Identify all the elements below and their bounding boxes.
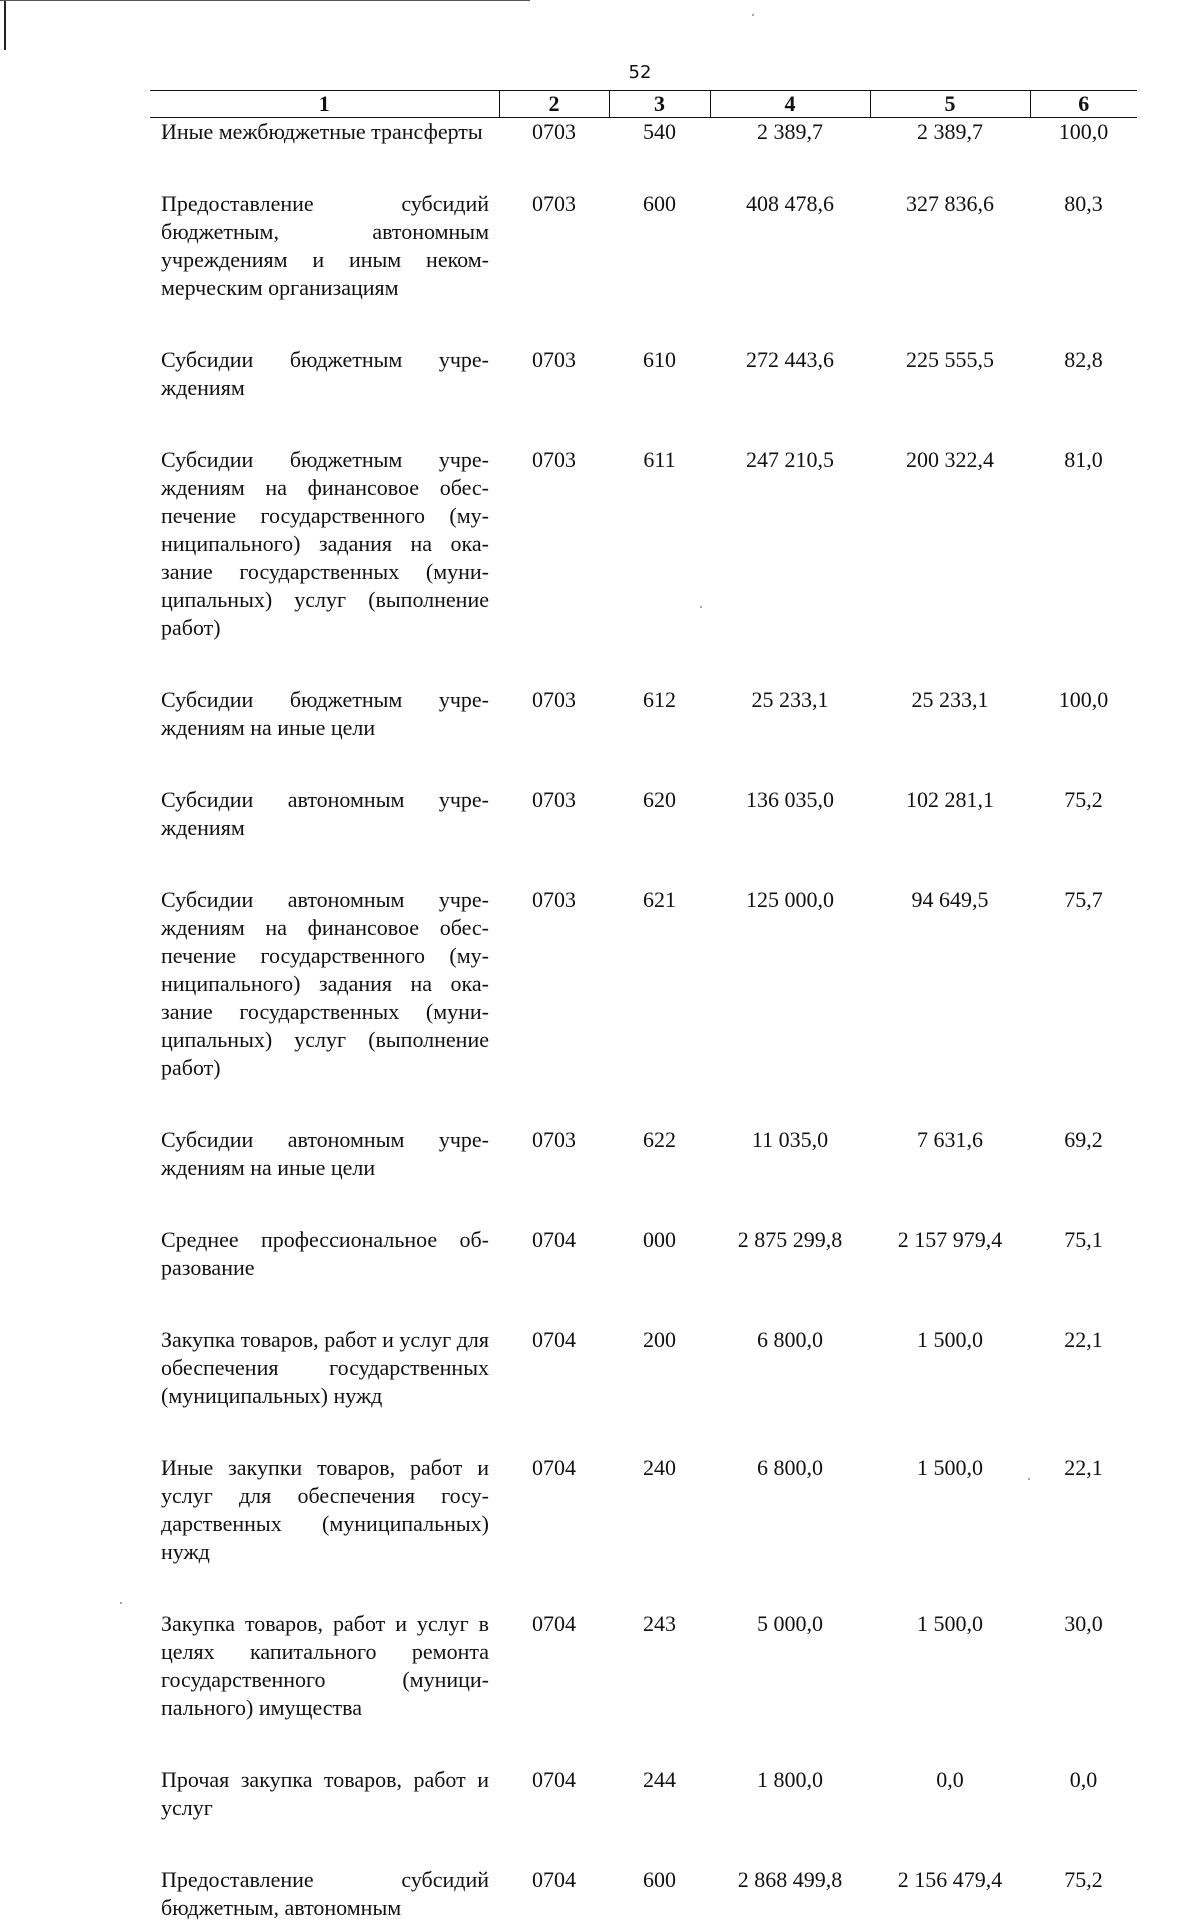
executed-amount-cell: 225 555,5 (870, 346, 1030, 446)
item-name-cell: Субсидии автономным учреждениям на иные цели (150, 1126, 499, 1226)
table-row (150, 446, 1137, 686)
section-code-cell: 0703 (499, 786, 609, 886)
expense-type-cell: 610 (609, 346, 710, 446)
item-name-cell: Иные межбюджетные трансферты (150, 118, 499, 191)
planned-amount-cell: 125 000,0 (710, 886, 870, 1126)
planned-amount-cell: 6 800,0 (710, 1454, 870, 1610)
execution-percent-cell: 75,7 (1030, 886, 1137, 1126)
expense-type-cell: 621 (609, 886, 710, 1126)
expense-type-cell: 611 (609, 446, 710, 686)
column-header: 5 (870, 91, 1030, 118)
expense-type-cell: 540 (609, 118, 710, 191)
scan-speck (1028, 1478, 1030, 1480)
column-header: 6 (1030, 91, 1137, 118)
column-header: 4 (710, 91, 870, 118)
item-name-cell: Иные закупки товаров, работ и услуг для обеспечения государственных (муниципальных) нужд (150, 1454, 499, 1610)
expense-type-cell: 622 (609, 1126, 710, 1226)
execution-percent-cell: 0,0 (1030, 1766, 1137, 1866)
executed-amount-cell: 2 156 479,4 (870, 1866, 1030, 1922)
planned-amount-cell: 2 868 499,8 (710, 1866, 870, 1922)
item-name-cell: Субсидии бюджетным учреждениям на иные цели (150, 686, 499, 786)
scan-speck (700, 606, 702, 608)
expense-type-cell: 244 (609, 1766, 710, 1866)
item-name-cell: Субсидии бюджетным учреждениям (150, 346, 499, 446)
table-row (150, 1326, 1137, 1454)
scan-speck (120, 1602, 122, 1604)
planned-amount-cell: 136 035,0 (710, 786, 870, 886)
column-header: 3 (609, 91, 710, 118)
expense-type-cell: 200 (609, 1326, 710, 1454)
executed-amount-cell: 200 322,4 (870, 446, 1030, 686)
execution-percent-cell: 75,1 (1030, 1226, 1137, 1326)
executed-amount-cell: 1 500,0 (870, 1610, 1030, 1766)
section-code-cell: 0704 (499, 1226, 609, 1326)
expense-type-cell: 612 (609, 686, 710, 786)
execution-percent-cell: 75,2 (1030, 1866, 1137, 1922)
item-name-cell: Предоставление субсидий бюджетным, автономным учреждениям и иным некоммерческим организациям (150, 190, 499, 346)
execution-percent-cell: 100,0 (1030, 118, 1137, 191)
section-code-cell: 0704 (499, 1454, 609, 1610)
item-name-cell: Предоставление субсидий бюджетным, автономным (150, 1866, 499, 1922)
header-row (150, 91, 1137, 118)
table-body (150, 118, 1137, 1922)
section-code-cell: 0703 (499, 446, 609, 686)
execution-percent-cell: 80,3 (1030, 190, 1137, 346)
executed-amount-cell: 25 233,1 (870, 686, 1030, 786)
page-number: 52 (0, 62, 1200, 83)
section-code-cell: 0703 (499, 886, 609, 1126)
section-code-cell: 0704 (499, 1766, 609, 1866)
table-row (150, 1866, 1137, 1922)
executed-amount-cell: 327 836,6 (870, 190, 1030, 346)
executed-amount-cell: 102 281,1 (870, 786, 1030, 886)
item-name-cell: Субсидии автономным учреждениям на финансовое обеспечение государственного (муниципального) задания на оказание государственных (муниципальных) услуг (выполнение работ) (150, 886, 499, 1126)
execution-percent-cell: 22,1 (1030, 1326, 1137, 1454)
expense-type-cell: 000 (609, 1226, 710, 1326)
section-code-cell: 0703 (499, 190, 609, 346)
section-code-cell: 0703 (499, 1126, 609, 1226)
planned-amount-cell: 25 233,1 (710, 686, 870, 786)
planned-amount-cell: 247 210,5 (710, 446, 870, 686)
column-header: 1 (150, 91, 499, 118)
table-row (150, 1610, 1137, 1766)
planned-amount-cell: 272 443,6 (710, 346, 870, 446)
planned-amount-cell: 11 035,0 (710, 1126, 870, 1226)
scan-edge (0, 0, 530, 1)
section-code-cell: 0703 (499, 686, 609, 786)
section-code-cell: 0704 (499, 1866, 609, 1922)
scan-speck (752, 14, 754, 16)
executed-amount-cell: 2 389,7 (870, 118, 1030, 191)
execution-percent-cell: 30,0 (1030, 1610, 1137, 1766)
execution-percent-cell: 75,2 (1030, 786, 1137, 886)
executed-amount-cell: 0,0 (870, 1766, 1030, 1866)
table-header (150, 91, 1137, 118)
planned-amount-cell: 5 000,0 (710, 1610, 870, 1766)
table-row (150, 686, 1137, 786)
planned-amount-cell: 2 875 299,8 (710, 1226, 870, 1326)
execution-percent-cell: 100,0 (1030, 686, 1137, 786)
execution-percent-cell: 69,2 (1030, 1126, 1137, 1226)
expense-type-cell: 243 (609, 1610, 710, 1766)
expense-type-cell: 600 (609, 190, 710, 346)
section-code-cell: 0704 (499, 1326, 609, 1454)
table-row (150, 1454, 1137, 1610)
table-row (150, 1226, 1137, 1326)
planned-amount-cell: 2 389,7 (710, 118, 870, 191)
executed-amount-cell: 2 157 979,4 (870, 1226, 1030, 1326)
planned-amount-cell: 6 800,0 (710, 1326, 870, 1454)
executed-amount-cell: 7 631,6 (870, 1126, 1030, 1226)
execution-percent-cell: 82,8 (1030, 346, 1137, 446)
table-row (150, 886, 1137, 1126)
item-name-cell: Среднее профессиональное образование (150, 1226, 499, 1326)
column-header: 2 (499, 91, 609, 118)
section-code-cell: 0704 (499, 1610, 609, 1766)
item-name-cell: Прочая закупка товаров, работ и услуг (150, 1766, 499, 1866)
execution-percent-cell: 81,0 (1030, 446, 1137, 686)
section-code-cell: 0703 (499, 118, 609, 191)
table-row (150, 190, 1137, 346)
item-name-cell: Закупка товаров, работ и услуг в целях капитального ремонта государственного (муниципального) имущества (150, 1610, 499, 1766)
scan-edge (4, 0, 6, 50)
executed-amount-cell: 94 649,5 (870, 886, 1030, 1126)
item-name-cell: Субсидии бюджетным учреждениям на финансовое обеспечение государственного (муниципального) задания на оказание государственных (муниципальных) услуг (выполнение работ) (150, 446, 499, 686)
item-name-cell: Субсидии автономным учреждениям (150, 786, 499, 886)
expense-type-cell: 240 (609, 1454, 710, 1610)
budget-table (150, 90, 1137, 1922)
expense-type-cell: 600 (609, 1866, 710, 1922)
planned-amount-cell: 408 478,6 (710, 190, 870, 346)
table-row (150, 1126, 1137, 1226)
item-name-cell: Закупка товаров, работ и услуг для обеспечения государственных (муниципальных) нужд (150, 1326, 499, 1454)
section-code-cell: 0703 (499, 346, 609, 446)
table-row (150, 346, 1137, 446)
executed-amount-cell: 1 500,0 (870, 1454, 1030, 1610)
executed-amount-cell: 1 500,0 (870, 1326, 1030, 1454)
execution-percent-cell: 22,1 (1030, 1454, 1137, 1610)
table-row (150, 118, 1137, 191)
planned-amount-cell: 1 800,0 (710, 1766, 870, 1866)
table-row (150, 786, 1137, 886)
table-row (150, 1766, 1137, 1866)
expense-type-cell: 620 (609, 786, 710, 886)
